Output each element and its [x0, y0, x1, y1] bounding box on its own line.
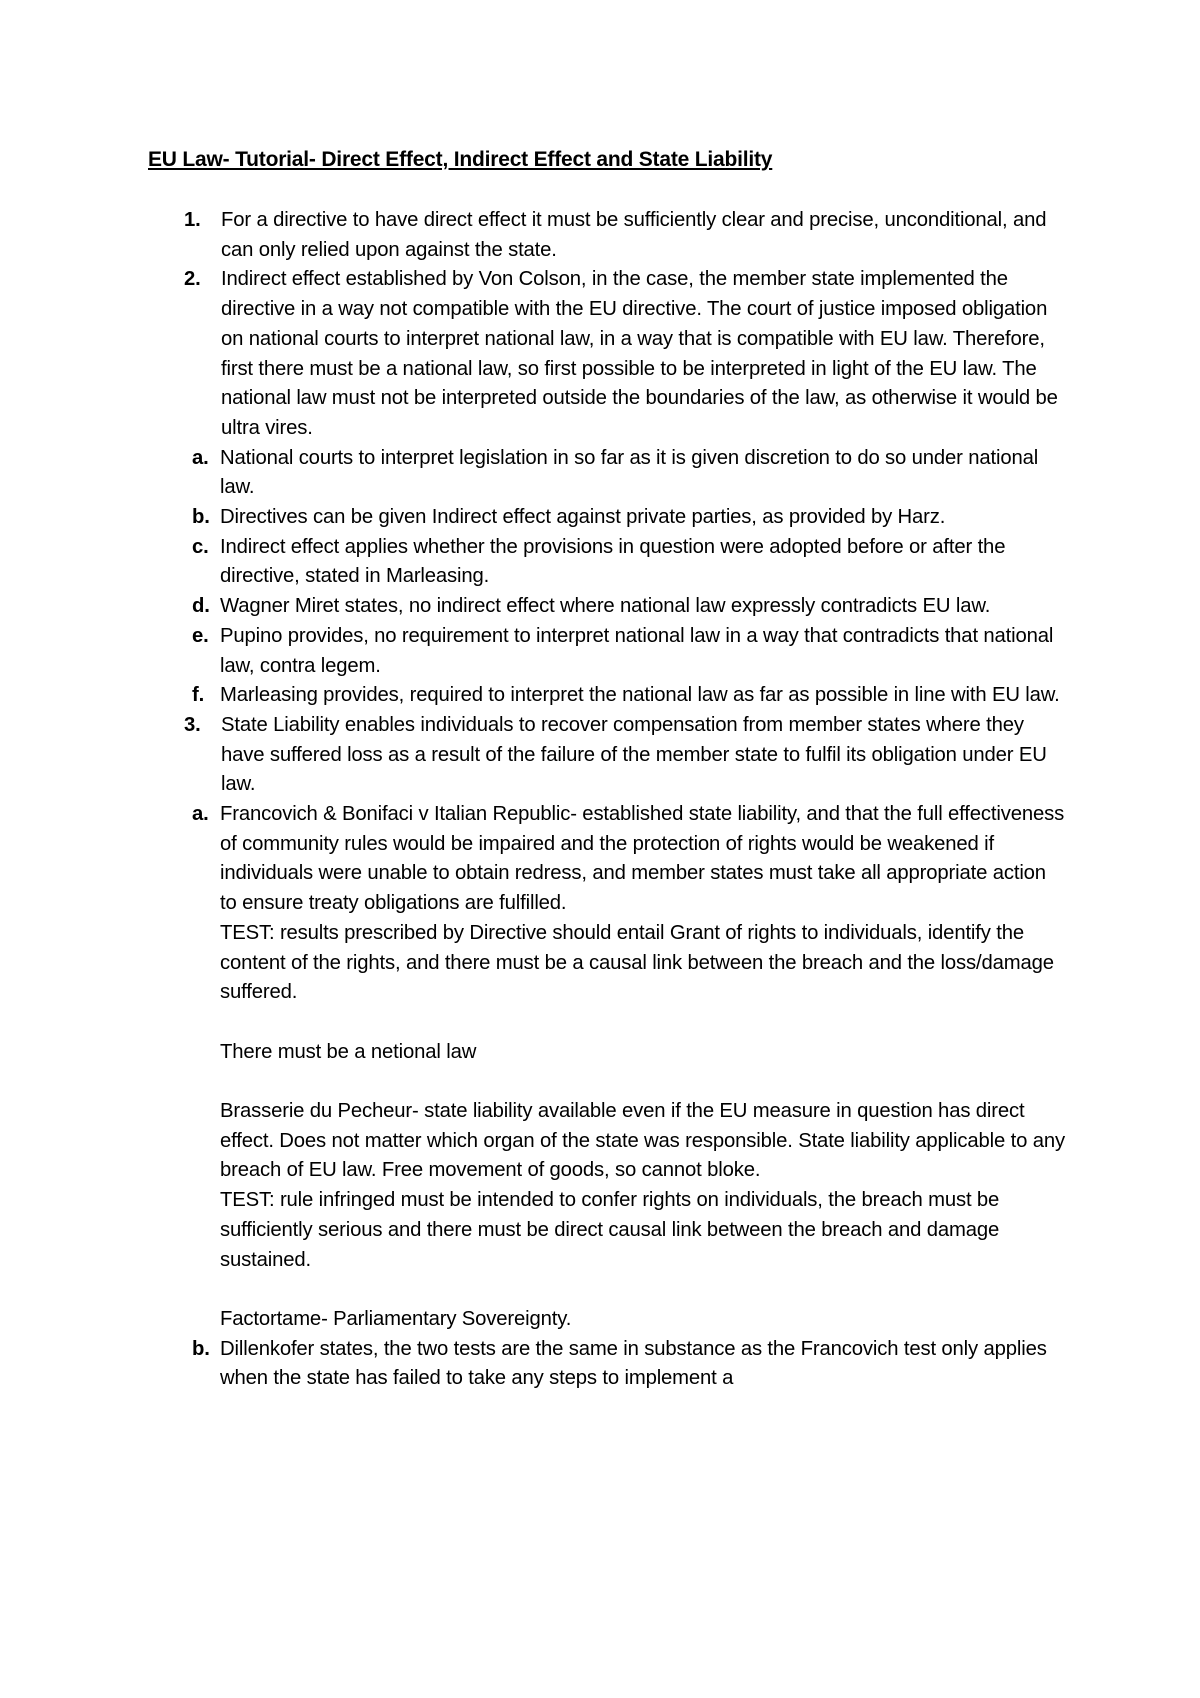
sub-list-item: [148, 681, 1068, 711]
sub-list-item-text: Pupino provides, no requirement to interpret national law in a way that contradicts that national law, contra legem.: [220, 624, 1054, 677]
list-item-text: For a directive to have direct effect it must be sufficiently clear and precise, unconditional, and can only relied upon against the state.: [221, 209, 1047, 261]
sub-list-item-text: Indirect effect applies whether the provisions in question were adopted before or after the directive, stated in Marleasing.: [220, 535, 1006, 588]
sub-list-letter: d.: [192, 595, 210, 618]
sub-list-item-text: Marleasing provides, required to interpret the national law as far as possible in line with EU law.: [220, 684, 1060, 707]
sub-list-item-text: Wagner Miret states, no indirect effect where national law expressly contradicts EU law.: [220, 595, 991, 618]
sub-list-item: [148, 592, 1068, 622]
note-paragraph: There must be a netional law: [220, 1040, 477, 1063]
sub-list-letter: f.: [192, 684, 205, 707]
list-item: [148, 711, 1068, 800]
sub-list-letter: b.: [192, 506, 210, 529]
document-body: [148, 206, 1068, 1394]
sub-list-letter: c.: [192, 535, 209, 558]
sub-list-item-text: Francovich & Bonifaci v Italian Republic- established state liability, and that the full effectiveness of community rules would be impaired and the protection of rights would be weakened if individuals were unable to obtain redress, and member states must take all appropriate action to ensure treaty obligations are fulfilled.: [220, 803, 1065, 915]
factortame-paragraph: Factortame- Parliamentary Sovereignty.: [220, 1307, 572, 1330]
list-number: 1.: [184, 209, 201, 231]
sub-list-item: [148, 444, 1068, 503]
list-item: [148, 206, 1068, 265]
sub-list-letter: a.: [192, 446, 209, 469]
sub-list-item: [148, 533, 1068, 592]
sub-list-letter: a.: [192, 803, 209, 826]
sub-list-item: [148, 622, 1068, 681]
sub-list-item: [148, 800, 1068, 1335]
sub-list-item-text: Dillenkofer states, the two tests are the same in substance as the Francovich test only applies when the state has failed to take any steps to implement a: [220, 1337, 1047, 1390]
test-paragraph: TEST: results prescribed by Directive should entail Grant of rights to individuals, identify the content of the rights, and there must be a causal link between the breach and the loss/damage suffered.: [220, 921, 1054, 1004]
sub-list-item: [148, 503, 1068, 533]
sub-list-item-text: National courts to interpret legislation in so far as it is given discretion to do so under national law.: [220, 446, 1039, 499]
sub-list-letter: e.: [192, 624, 209, 647]
sub-list-item: [148, 1335, 1068, 1394]
sub-list-letter: b.: [192, 1337, 210, 1360]
sub-list-item-text: Directives can be given Indirect effect against private parties, as provided by Harz.: [220, 506, 946, 529]
page-title: EU Law- Tutorial- Direct Effect, Indirect Effect and State Liability: [148, 148, 773, 171]
test-paragraph: TEST: rule infringed must be intended to confer rights on individuals, the breach must be sufficiently serious and there must be direct causal link between the breach and damage sustained.: [220, 1189, 1000, 1271]
list-number: 3.: [184, 713, 201, 736]
list-item: [148, 265, 1068, 443]
brasserie-paragraph: Brasserie du Pecheur- state liability available even if the EU measure in question has direct effect. Does not matter which organ of the state was responsible. State liability applicable to any breach of EU law. Free movement of goods, so cannot bloke.: [220, 1100, 1065, 1182]
list-item-text: State Liability enables individuals to recover compensation from member states where they have suffered loss as a result of the failure of the member state to fulfil its obligation under EU law.: [221, 713, 1047, 796]
list-number: 2.: [184, 268, 201, 291]
list-item-text: Indirect effect established by Von Colson, in the case, the member state implemented the directive in a way not compatible with the EU directive. The court of justice imposed obligation on national courts to interpret national law, in a way that is compatible with EU law. Therefore, first there must be a national law, so first possible to be interpreted in light of the EU law. The national law must not be interpreted outside the boundaries of the law, as otherwise it would be ultra vires.: [221, 268, 1058, 439]
